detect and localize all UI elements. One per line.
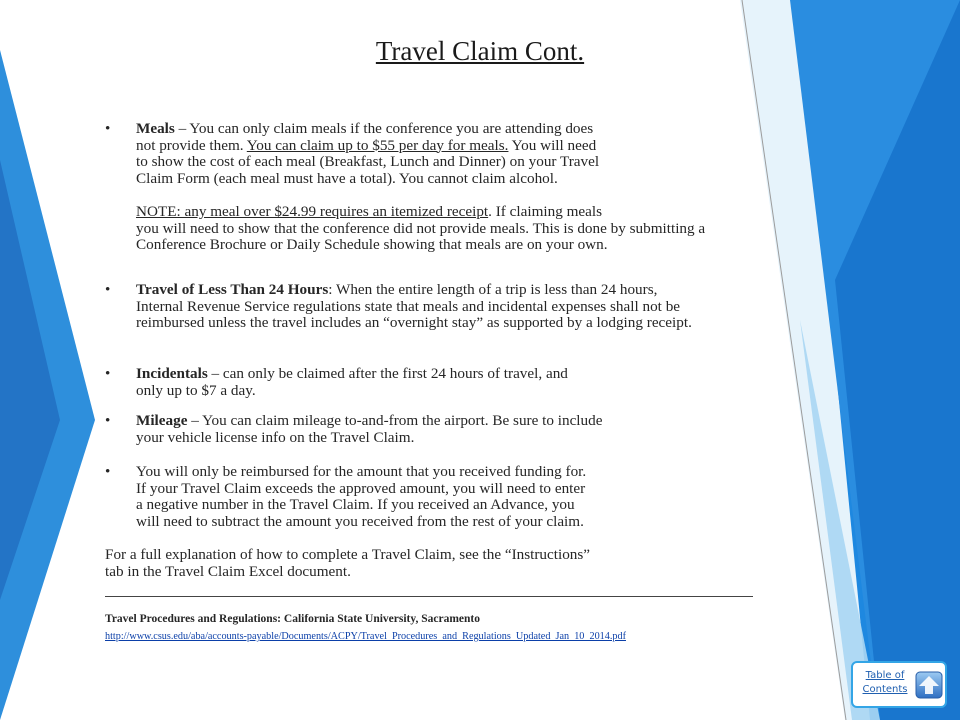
bullet-text: only up to $7 a day.	[136, 381, 256, 399]
bullet-line	[136, 383, 568, 400]
bullet-text: reimbursed unless the travel includes an “overnight stay” as supported by a lodging receipt.	[136, 314, 692, 332]
bullet-text: you will need to show that the conference did not provide meals. This is done by submitting a	[136, 219, 706, 237]
bullet-line	[136, 154, 705, 171]
bullet-dot: •	[105, 463, 111, 480]
bullet-text: – You can only claim meals if the conference you are attending does	[174, 120, 594, 137]
bullet-line	[136, 299, 692, 316]
bullet-text: : When the entire length of a trip is less than 24 hours,	[328, 281, 658, 298]
underlined-text: You can claim up to $55 per day for meals.	[246, 136, 509, 154]
reference-link[interactable]: http://www.csus.edu/aba/accounts-payable/Documents/ACPY/Travel_Procedures_and_Regulations_Updated_Jan_10_2014.pdf	[105, 631, 626, 642]
up-arrow-icon	[915, 671, 943, 699]
bullet-text: your vehicle license info on the Travel Claim.	[136, 428, 415, 446]
bullet-dot: •	[105, 412, 111, 429]
slide-title: Travel Claim Cont.	[375, 36, 585, 66]
bullet-text: a negative number in the Travel Claim. If you received an Advance, you	[136, 496, 575, 514]
bullet-item	[105, 464, 586, 530]
bullet-line	[136, 413, 602, 430]
bullet-text: – You can claim mileage to-and-from the airport. Be sure to include	[187, 412, 603, 429]
bullet-text: not provide them.	[136, 136, 247, 154]
bullet-item	[105, 121, 705, 254]
bullet-item	[105, 413, 602, 446]
reference-divider	[105, 596, 753, 597]
closing-line: tab in the Travel Claim Excel document.	[105, 562, 351, 580]
bullet-line	[136, 514, 586, 531]
bullet-line	[136, 366, 568, 383]
bullet-heading: Travel of Less Than 24 Hours	[136, 281, 329, 298]
bullet-dot: •	[105, 365, 111, 382]
bullet-line	[136, 464, 586, 481]
underlined-text: NOTE: any meal over $24.99 requires an itemized receipt	[136, 202, 489, 220]
bullet-text: If your Travel Claim exceeds the approved amount, you will need to enter	[136, 479, 586, 497]
bullet-dot: •	[105, 281, 111, 298]
reference-title: Travel Procedures and Regulations: California State University, Sacramento	[105, 613, 480, 625]
bullet-text: You will need	[508, 136, 597, 154]
bullet-text: You will only be reimbursed for the amount that you received funding for.	[136, 463, 587, 480]
table-of-contents-button[interactable]	[851, 661, 947, 708]
bullet-text: Internal Revenue Service regulations state that meals and incidental expenses shall not be	[136, 297, 681, 315]
bullet-line	[136, 430, 602, 447]
bullet-text: Conference Brochure or Daily Schedule showing that meals are on your own.	[136, 236, 608, 254]
bullet-line	[136, 171, 705, 188]
bullet-line	[136, 237, 705, 254]
bullet-text: to show the cost of each meal (Breakfast, Lunch and Dinner) on your Travel	[136, 153, 600, 171]
bullet-dot: •	[105, 120, 111, 137]
bullet-line	[136, 282, 692, 299]
bullet-heading: Mileage	[136, 412, 188, 429]
bullet-item	[105, 366, 568, 399]
toc-label: Table of Contents	[862, 670, 908, 695]
bullet-text: Claim Form (each meal must have a total). You cannot claim alcohol.	[136, 169, 558, 187]
bullet-line	[136, 497, 586, 514]
bullet-line	[136, 221, 705, 238]
bullet-line	[136, 121, 705, 138]
bullet-text: will need to subtract the amount you received from the rest of your claim.	[136, 512, 584, 530]
bullet-line	[136, 481, 586, 498]
closing-paragraph	[105, 547, 765, 580]
bullet-text: – can only be claimed after the first 24 hours of travel, and	[207, 365, 568, 382]
bullet-line	[136, 204, 705, 221]
bullet-heading: Meals	[136, 120, 175, 137]
closing-line: For a full explanation of how to complete a Travel Claim, see the “Instructions”	[105, 546, 591, 563]
bullet-item	[105, 282, 692, 332]
bullet-line	[136, 138, 705, 155]
bullet-text: . If claiming meals	[488, 202, 603, 220]
bullet-heading: Incidentals	[136, 365, 208, 382]
meal-note	[136, 204, 705, 254]
bullet-line	[136, 315, 692, 332]
